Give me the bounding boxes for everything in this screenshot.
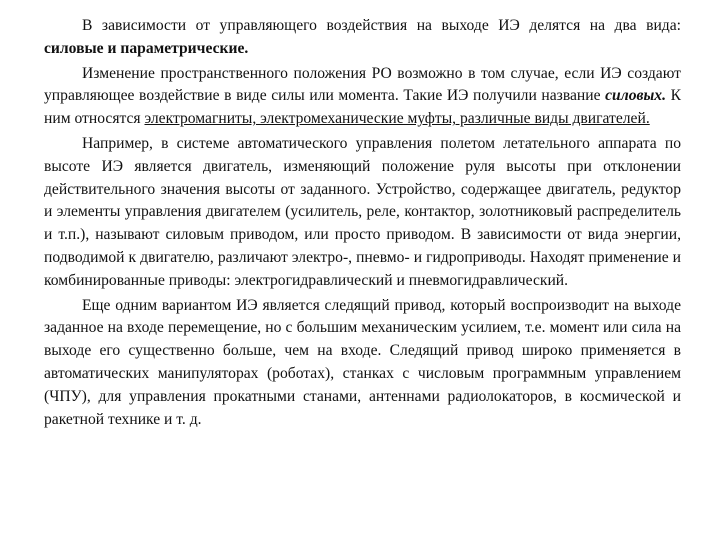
paragraph-text: Изменение пространственного положения РО возможно в том случае, если ИЭ создают управляющее воздействие в виде силы или момента. Такие ИЭ получили название <box>44 64 681 105</box>
paragraph-servo-drive <box>44 295 681 432</box>
document-page <box>44 15 681 431</box>
paragraph-drive-example <box>44 133 681 293</box>
underlined-examples: электромагниты, электромеханические муфты, различные виды двигателей. <box>144 110 650 128</box>
paragraph-text: Например, в системе автоматического управления полетом летательного аппарата по высоте ИЭ является двигатель, изменяющий положение руля высоты при отклонении действительного значения высоты от заданного. Устройство, содержащее двигатель, редуктор и элементы управления двигателем (усилитель, реле, контактор, золотниковый распределитель и т.п.), называют силовым приводом, или просто приводом. В зависимости от вида энергии, подводимой к двигателю, различают электро-, пневмо- и гидроприводы. Находят применение и комбинированные приводы: электрогидравлический и пневмогидравлический. <box>44 134 681 289</box>
paragraph-text: Еще одним вариантом ИЭ является следящий привод, который воспроизводит на выходе заданное на входе перемещение, но с большим механическим усилием, т.е. момент или сила на выходе его существенно больше, чем на входе. Следящий привод широко применяется в автоматических манипуляторах (роботах), станках с числовым программным управлением (ЧПУ), для управления прокатными станами, антеннами радиолокаторов, в космической и ракетной технике и т. д. <box>44 296 681 428</box>
paragraph-force-actuators <box>44 63 681 131</box>
paragraph-text: К ним относятся <box>44 87 681 128</box>
paragraph-types-of-actuators <box>44 15 681 61</box>
paragraph-text: В зависимости от управляющего воздействия на выходе ИЭ делятся на два вида: <box>82 17 681 34</box>
bold-italic-term-force: силовых. <box>605 87 666 105</box>
bold-term-force-parametric: силовые и параметрические. <box>44 39 249 57</box>
